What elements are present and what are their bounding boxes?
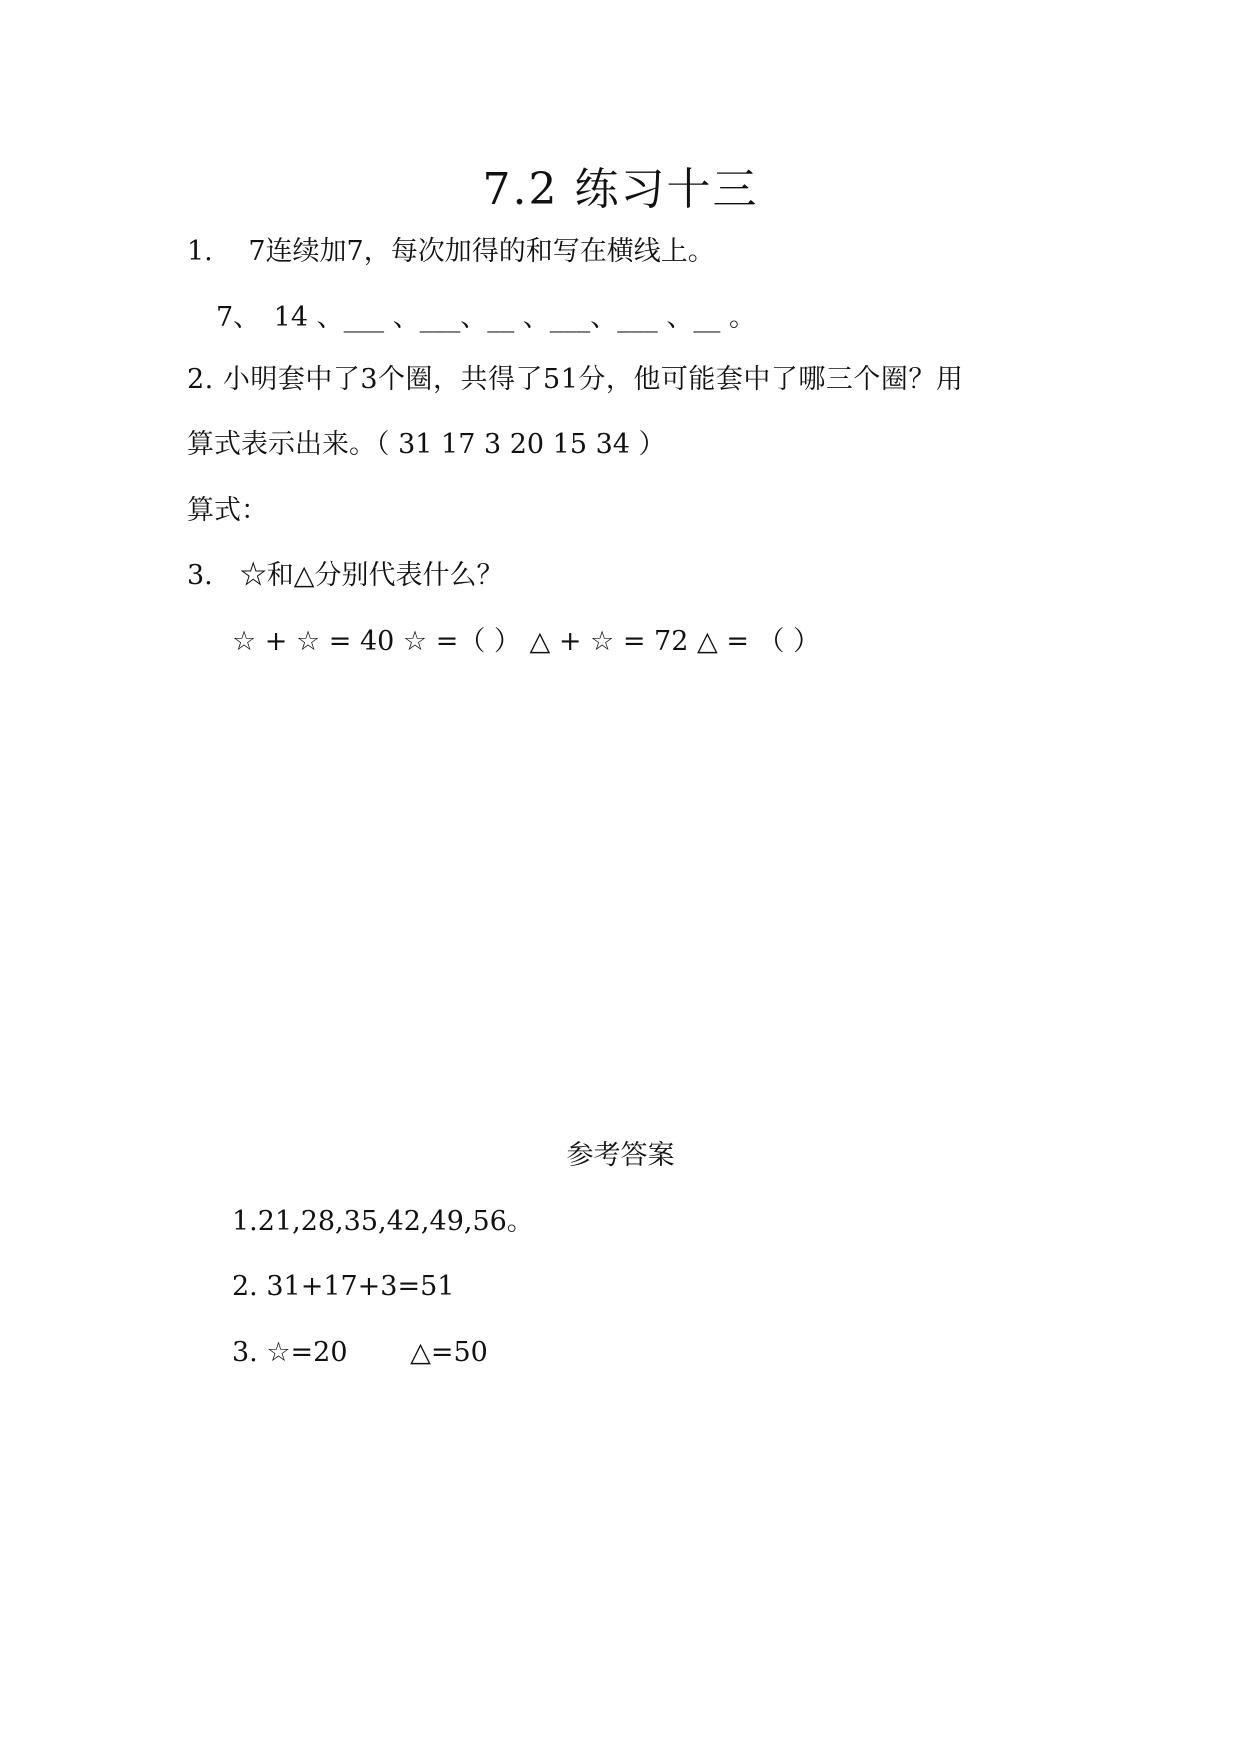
- answer-1: 1.21,28,35,42,49,56。: [232, 1206, 534, 1237]
- page-title: 7.2 练习十三: [482, 164, 759, 215]
- answers-title: 参考答案: [566, 1140, 675, 1171]
- question-3-prompt: 3. ☆和△分别代表什么？: [187, 560, 504, 591]
- question-1-sequence: 7、 14 、___ 、___、__ 、___、___ 、__ 。: [216, 302, 756, 333]
- question-2-prompt-line-1: 2. 小明套中了3个圈，共得了51分，他可能套中了哪三个圈？用: [187, 364, 964, 395]
- answer-2: 2. 31+17+3=51: [232, 1271, 455, 1302]
- answer-3: 3. ☆=20 △=50: [232, 1337, 488, 1368]
- question-2-prompt-line-2: 算式表示出来。（ 31 17 3 20 15 34 ）: [187, 429, 666, 460]
- question-1-prompt: 1. 7连续加7，每次加得的和写在横线上。: [187, 236, 715, 267]
- question-2-formula-label: 算式：: [187, 495, 268, 526]
- question-3-equation: ☆ + ☆ = 40 ☆ =（ ） △ + ☆ = 72 △ = （ ）: [232, 626, 821, 657]
